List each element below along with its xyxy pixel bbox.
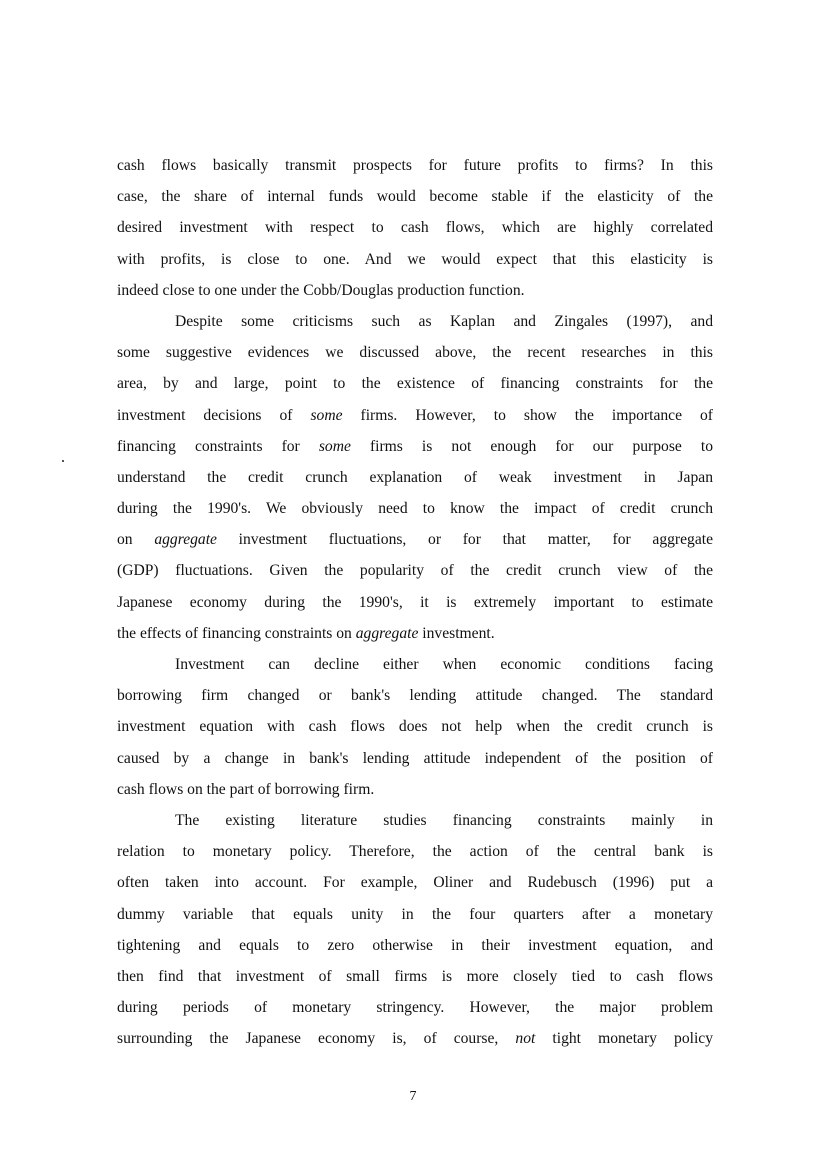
- text-line: often taken into account. For example, Oliner and Rudebusch (1996) put a: [117, 874, 713, 892]
- text-line: cash flows on the part of borrowing firm.: [117, 780, 375, 798]
- paragraph-3: [117, 649, 713, 805]
- text-line: cash flows basically transmit prospects for future profits to firms? In this: [117, 157, 713, 174]
- text-line: surrounding the Japanese economy is, of course, not tight monetary policy: [117, 1030, 713, 1048]
- text-line: some suggestive evidences we discussed above, the recent researches in this: [117, 344, 713, 362]
- text-line: during the 1990's. We obviously need to know the impact of credit crunch: [117, 500, 713, 518]
- paragraph-4: [117, 805, 713, 1055]
- text-line: caused by a change in bank's lending attitude independent of the position of: [117, 749, 713, 767]
- text-line: then find that investment of small firms is more closely tied to cash flows: [117, 967, 713, 985]
- body-text: [117, 150, 713, 1054]
- text-line: financing constraints for some firms is not enough for our purpose to: [117, 437, 714, 455]
- emphasis: aggregate: [355, 624, 419, 642]
- text-line: area, by and large, point to the existence of financing constraints for the: [117, 375, 713, 393]
- paragraph-2: [117, 306, 713, 649]
- page-number: 7: [409, 1089, 417, 1104]
- text-line: case, the share of internal funds would become stable if the elasticity of the: [117, 188, 713, 206]
- text-line: tightening and equals to zero otherwise in their investment equation, and: [117, 936, 713, 954]
- emphasis: some: [318, 437, 351, 455]
- text-line: Japanese economy during the 1990's, it is extremely important to estimate: [117, 593, 713, 611]
- text-line: (GDP) fluctuations. Given the popularity of the credit crunch view of the: [117, 562, 713, 580]
- text-line: Despite some criticisms such as Kaplan and Zingales (1997), and: [175, 312, 713, 330]
- text-line: borrowing firm changed or bank's lending attitude changed. The standard: [117, 687, 713, 705]
- text-line: during periods of monetary stringency. However, the major problem: [117, 999, 713, 1017]
- text-line: Investment can decline either when economic conditions facing: [175, 656, 713, 673]
- text-line: indeed close to one under the Cobb/Douglas production function.: [117, 281, 525, 299]
- text-line: understand the credit crunch explanation of weak investment in Japan: [117, 468, 713, 486]
- emphasis: some: [310, 406, 343, 424]
- text-line: investment decisions of some firms. However, to show the importance of: [117, 406, 713, 424]
- text-line: on aggregate investment fluctuations, or for that matter, for aggregate: [117, 531, 714, 549]
- text-line: with profits, is close to one. And we would expect that this elasticity is: [117, 250, 713, 268]
- text-line: desired investment with respect to cash flows, which are highly correlated: [117, 219, 713, 237]
- text-line: the effects of financing constraints on aggregate investment.: [117, 624, 495, 642]
- text-line: The existing literature studies financing constraints mainly in: [175, 811, 713, 829]
- text-line: investment equation with cash flows does not help when the credit crunch is: [117, 718, 713, 736]
- paragraph-1: [117, 150, 713, 306]
- text-line: relation to monetary policy. Therefore, the action of the central bank is: [117, 843, 713, 861]
- text-line: dummy variable that equals unity in the four quarters after a monetary: [117, 905, 713, 923]
- emphasis: not: [515, 1030, 536, 1048]
- scan-mark: [62, 460, 64, 462]
- emphasis: aggregate: [154, 531, 217, 549]
